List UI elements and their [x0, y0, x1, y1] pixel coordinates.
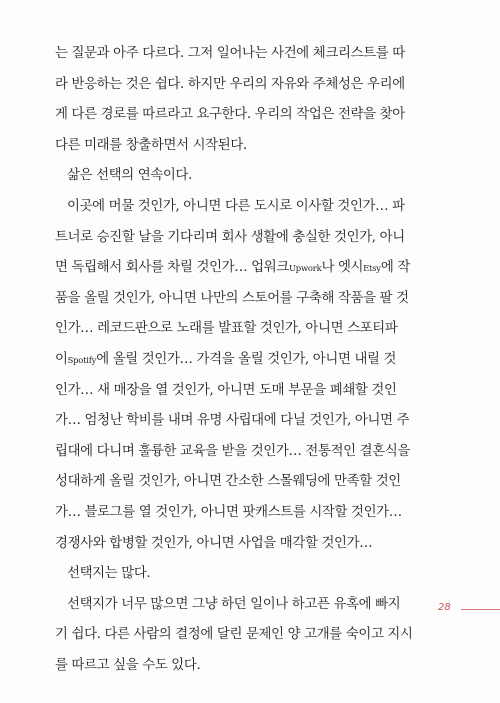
text-line: 가… 블로그를 열 것인가, 아니면 팟캐스트를 시작할 것인가…: [55, 504, 402, 520]
text-segment: 이: [55, 351, 68, 367]
brand-name: Upwork: [288, 263, 322, 274]
text-line: 립대에 다니며 훌륭한 교육을 받을 것인가… 전통적인 결혼식을: [55, 443, 411, 459]
text-segment: 에 올릴 것인가… 가격을 올릴 것인가, 아니면 내릴 것: [96, 351, 397, 367]
text-line: 를 따르고 싶을 수도 있다.: [55, 657, 201, 673]
text-line: 다른 미래를 창출하면서 시작된다.: [55, 137, 247, 153]
text-segment: 면 독립해서 회사를 차릴 것인가… 업워크: [55, 260, 289, 276]
text-line: 게 다른 경로를 따르라고 요구한다. 우리의 작업은 전략을 찾아: [55, 107, 405, 123]
text-segment: 나 엣시: [321, 260, 364, 276]
text-line: 라 반응하는 것은 쉽다. 하지만 우리의 자유와 주체성은 우리에: [55, 76, 405, 92]
text-segment: 에 작: [380, 260, 410, 276]
text-line: 경쟁사와 합병할 것인가, 아니면 사업을 매각할 것인가…: [55, 535, 373, 551]
text-line: 선택지는 많다.: [67, 566, 151, 582]
text-line: 선택지가 너무 많으면 그냥 하던 일이나 하고픈 유혹에 빠지: [67, 596, 401, 612]
text-line: 성대하게 올릴 것인가, 아니면 간소한 스몰웨딩에 만족할 것인: [55, 474, 401, 490]
text-line: [55, 345, 457, 376]
text-line: 인가… 새 매장을 열 것인가, 아니면 도매 부문을 폐쇄할 것인: [55, 382, 397, 398]
text-line: 는 질문과 아주 다르다. 그저 일어나는 사건에 체크리스트를 따: [55, 46, 405, 61]
text-line: 가… 엄청난 학비를 내며 유명 사립대에 다닐 것인가, 아니면 주: [55, 413, 410, 429]
text-line: [55, 253, 457, 284]
text-line: 품을 올릴 것인가, 아니면 나만의 스토어를 구축해 작품을 팔 것: [55, 290, 409, 306]
brand-name: Spotify: [67, 354, 97, 365]
page-number: 28: [438, 602, 451, 613]
text-line: 이곳에 머물 것인가, 아니면 다른 도시로 이사할 것인가… 파: [67, 198, 405, 214]
text-line: 삶은 선택의 연속이다.: [67, 168, 192, 184]
brand-name: Etsy: [363, 263, 381, 274]
text-line: 트너로 승진할 날을 기다리며 회사 생활에 충실한 것인가, 아니: [55, 229, 405, 245]
body-text: [55, 39, 457, 681]
text-line: 인가… 레코드판으로 노래를 발표할 것인가, 아니면 스포티파: [55, 321, 398, 337]
page-number-rule: [461, 609, 500, 610]
text-line: 기 쉽다. 다른 사람의 결정에 달린 문제인 양 고개를 숙이고 지시: [55, 627, 413, 643]
